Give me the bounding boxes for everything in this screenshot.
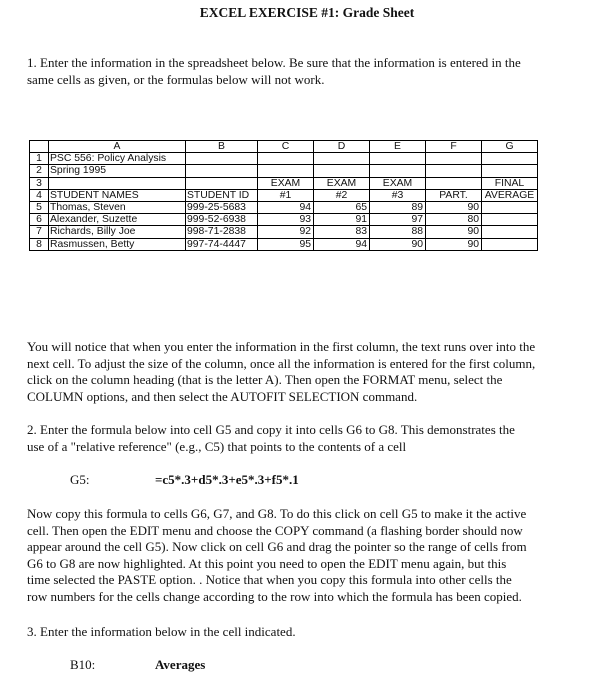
- autofit-line-2: next cell. To adjust the size of the column, once all the information is entered for the first column,: [27, 355, 536, 371]
- column-header: C: [258, 141, 314, 153]
- sheet-cell: 90: [370, 238, 426, 250]
- sheet-cell: STUDENT ID: [186, 189, 258, 201]
- corner-cell: [30, 141, 49, 153]
- sheet-cell: [186, 177, 258, 189]
- sheet-cell: [314, 153, 370, 165]
- row-number: 6: [30, 214, 49, 226]
- sheet-cell: [186, 153, 258, 165]
- sheet-cell: Alexander, Suzette: [49, 214, 186, 226]
- sheet-cell: Thomas, Steven: [49, 201, 186, 213]
- sheet-row: [30, 226, 538, 238]
- sheet-cell: [426, 177, 482, 189]
- sheet-cell: FINAL: [482, 177, 538, 189]
- spreadsheet-table: [29, 140, 538, 251]
- sheet-cell: PART.: [426, 189, 482, 201]
- row-number: 4: [30, 189, 49, 201]
- autofit-line-1: You will notice that when you enter the information in the first column, the text runs over into the: [27, 339, 536, 354]
- sheet-cell: [426, 153, 482, 165]
- sheet-cell: 83: [314, 226, 370, 238]
- document-title: EXCEL EXERCISE #1: Grade Sheet: [199, 5, 415, 20]
- sheet-cell: 91: [314, 214, 370, 226]
- row-number: 1: [30, 153, 49, 165]
- row-number: 2: [30, 165, 49, 177]
- sheet-cell: [258, 153, 314, 165]
- sheet-row: [30, 189, 538, 201]
- averages-text: Averages: [155, 657, 206, 672]
- intro-line-2: same cells as given, or the formulas below will not work.: [27, 71, 325, 87]
- step3-line-1: 3. Enter the information below in the cell indicated.: [27, 624, 296, 639]
- sheet-row: [30, 201, 538, 213]
- sheet-cell: 999-25-5683: [186, 201, 258, 213]
- sheet-row: [30, 165, 538, 177]
- row-number: 7: [30, 226, 49, 238]
- column-header: D: [314, 141, 370, 153]
- sheet-cell: [426, 165, 482, 177]
- sheet-row: [30, 177, 538, 189]
- column-header: A: [49, 141, 186, 153]
- sheet-cell: 88: [370, 226, 426, 238]
- intro-line-1: 1. Enter the information in the spreadsheet below. Be sure that the information is entered in the: [27, 55, 521, 70]
- column-header: F: [426, 141, 482, 153]
- copy-paragraph: [27, 506, 587, 605]
- sheet-cell: [482, 238, 538, 250]
- sheet-cell: [482, 226, 538, 238]
- sheet-row: [30, 153, 538, 165]
- sheet-cell: Richards, Billy Joe: [49, 226, 186, 238]
- sheet-cell: [314, 165, 370, 177]
- column-header: E: [370, 141, 426, 153]
- sheet-cell: EXAM: [314, 177, 370, 189]
- sheet-cell: [258, 165, 314, 177]
- sheet-cell: 94: [314, 238, 370, 250]
- copy-line-1: Now copy this formula to cells G6, G7, and G8. To do this click on cell G5 to make it the active: [27, 506, 527, 521]
- step2-line-2: use of a "relative reference" (e.g., C5) that points to the contents of a cell: [27, 438, 407, 454]
- sheet-cell: 65: [314, 201, 370, 213]
- sheet-cell: [482, 201, 538, 213]
- sheet-cell: [482, 153, 538, 165]
- intro-paragraph: [27, 55, 587, 88]
- sheet-cell: EXAM: [258, 177, 314, 189]
- sheet-cell: Rasmussen, Betty: [49, 238, 186, 250]
- sheet-cell: 97: [370, 214, 426, 226]
- sheet-cell: [370, 165, 426, 177]
- sheet-cell: 997-74-4447: [186, 238, 258, 250]
- sheet-cell: STUDENT NAMES: [49, 189, 186, 201]
- row-number: 3: [30, 177, 49, 189]
- sheet-row: [30, 214, 538, 226]
- sheet-cell: [482, 214, 538, 226]
- step2-paragraph: [27, 422, 587, 455]
- sheet-cell: 94: [258, 201, 314, 213]
- sheet-cell: 90: [426, 238, 482, 250]
- copy-line-6: row numbers for the cells change according to the row into which the formula has been copied.: [27, 588, 522, 604]
- column-header: B: [186, 141, 258, 153]
- sheet-cell: 93: [258, 214, 314, 226]
- sheet-cell: 90: [426, 201, 482, 213]
- sheet-cell: 999-52-6938: [186, 214, 258, 226]
- sheet-row: [30, 238, 538, 250]
- copy-line-5: time selected the PASTE option. . Notice that when you copy this formula into other cells the: [27, 572, 512, 587]
- sheet-cell: 95: [258, 238, 314, 250]
- sheet-cell: PSC 556: Policy Analysis: [49, 153, 186, 165]
- sheet-cell: [49, 177, 186, 189]
- sheet-cell: 90: [426, 226, 482, 238]
- copy-line-3: appear around the cell G5). Now click on cell G6 and drag the pointer so the range of cells from: [27, 539, 527, 554]
- sheet-cell: [186, 165, 258, 177]
- copy-line-4: G6 to G8 are now highlighted. At this point you need to open the EDIT menu again, but this: [27, 555, 507, 571]
- column-header: G: [482, 141, 538, 153]
- column-header-row: [30, 141, 538, 153]
- sheet-cell: 92: [258, 226, 314, 238]
- row-number: 8: [30, 238, 49, 250]
- row-number: 5: [30, 201, 49, 213]
- sheet-cell: AVERAGE: [482, 189, 538, 201]
- averages-cell-label: B10:: [70, 657, 96, 672]
- sheet-cell: 80: [426, 214, 482, 226]
- step3-paragraph: [27, 624, 587, 641]
- sheet-cell: [370, 153, 426, 165]
- autofit-line-3: click on the column heading (that is the letter A). Then open the FORMAT menu, select the: [27, 372, 503, 387]
- autofit-line-4: COLUMN options, and then select the AUTOFIT SELECTION command.: [27, 388, 418, 404]
- sheet-cell: [482, 165, 538, 177]
- sheet-cell: #2: [314, 189, 370, 201]
- sheet-cell: #3: [370, 189, 426, 201]
- step2-line-1: 2. Enter the formula below into cell G5 and copy it into cells G6 to G8. This demonstrates the: [27, 422, 515, 437]
- sheet-cell: 998-71-2838: [186, 226, 258, 238]
- formula-cell-label: G5:: [70, 472, 90, 487]
- formula-text: =c5*.3+d5*.3+e5*.3+f5*.1: [155, 472, 299, 487]
- copy-line-2: cell. Then open the EDIT menu and choose the COPY command (a flashing border should now: [27, 522, 523, 538]
- sheet-cell: EXAM: [370, 177, 426, 189]
- sheet-cell: 89: [370, 201, 426, 213]
- sheet-cell: #1: [258, 189, 314, 201]
- autofit-paragraph: [27, 339, 587, 405]
- sheet-cell: Spring 1995: [49, 165, 186, 177]
